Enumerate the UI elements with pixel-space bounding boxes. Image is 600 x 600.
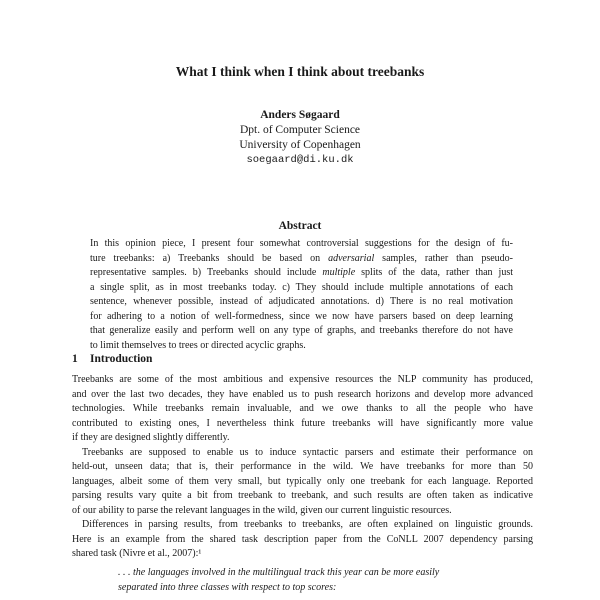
abstract-text: samples, rather than pseudo- xyxy=(374,252,513,264)
author-email[interactable]: soegaard@di.ku.dk xyxy=(246,154,354,166)
abstract-text: representative samples. b) Treebanks should include xyxy=(90,267,323,278)
paragraph-line: languages, albeit some of them very small, but typically only one treebank for each language. Reported xyxy=(72,475,533,487)
quote-line: . . . the languages involved in the multilingual track this year can be more easily xyxy=(118,567,440,578)
abstract-line xyxy=(90,252,513,267)
abstract-line xyxy=(90,281,513,296)
paper-title: What I think when I think about treebanks xyxy=(175,64,425,79)
abstract-text: ture treebanks: a) Treebanks should be based on xyxy=(90,252,329,264)
abstract-text: splits of the data, rather than just xyxy=(355,267,513,278)
paragraph-line: of our ability to parse the relevant languages in the wild, given our current linguistic resources. xyxy=(72,504,452,516)
paragraph-line: Treebanks are some of the most ambitious and expensive resources the NLP community has produced, xyxy=(72,374,533,385)
section-number: 1 xyxy=(72,353,78,365)
paragraph-line: if they are designed slightly differently. xyxy=(72,432,230,443)
abstract-line xyxy=(90,266,513,281)
section-heading xyxy=(72,352,152,366)
paragraph-line: Treebanks are supposed to enable us to induce syntactic parsers and estimate their performance on xyxy=(82,446,533,458)
author-block xyxy=(0,108,600,168)
abstract-text: a single split, as in most treebanks today. c) They should include multiple annotations of each xyxy=(90,281,513,293)
abstract-text: sentence, whenever possible, instead of adjudicated annotations. d) There is no real motivation xyxy=(90,296,513,307)
abstract-body xyxy=(90,237,513,353)
abstract-line xyxy=(90,339,513,354)
paragraph-line: technologies. While treebanks remain invaluable, and we owe thanks to all the people who have xyxy=(72,403,533,414)
quote-line: separated into three classes with respect to top scores: xyxy=(118,581,337,593)
paragraph-line: and over the last two decades, they have enabled us to push research horizons and develop more advanced xyxy=(72,388,533,400)
author-institution: University of Copenhagen xyxy=(239,139,361,151)
block-quote xyxy=(118,566,488,595)
abstract-text: In this opinion piece, I present four somewhat controversial suggestions for the design of fu- xyxy=(90,238,513,249)
abstract-text: to limit themselves to trees or directed acyclic graphs. xyxy=(90,339,306,351)
abstract-emphasis: adversarial xyxy=(328,252,375,264)
paragraph-line: Here is an example from the shared task description paper from the CoNLL 2007 dependency parsing xyxy=(72,533,533,545)
author-name: Anders Søgaard xyxy=(260,109,340,121)
abstract-emphasis: multiple xyxy=(322,267,356,278)
abstract-line xyxy=(90,324,513,339)
abstract-line xyxy=(90,295,513,310)
paragraph-line: Differences in parsing results, from treebanks to treebanks, are often explained on linguistic grounds. xyxy=(82,519,533,530)
introduction-body xyxy=(72,373,533,562)
section-title: Introduction xyxy=(90,353,153,365)
abstract-text: that generalize easily and perform well on any type of graphs, and treebanks therefore do not have xyxy=(90,325,513,336)
abstract-heading: Abstract xyxy=(278,220,322,232)
abstract-line xyxy=(90,237,513,252)
abstract-text: for adhering to a notion of well-formedness, since we now have parsers based on deep learning xyxy=(90,310,513,322)
author-department: Dpt. of Computer Science xyxy=(239,124,361,136)
paragraph-line: parsing results vary quite a bit from treebank to treebank, and such results are often taken as indicative xyxy=(72,490,533,501)
paragraph-line: contributed to existing ones, I nevertheless think future treebanks will have significantly more value xyxy=(72,417,533,429)
abstract-line xyxy=(90,310,513,325)
paragraph-line: held-out, unseen data; that is, their performance in the wild. We have treebanks for more than 50 xyxy=(72,461,533,472)
paragraph-line: shared task (Nivre et al., 2007):¹ xyxy=(72,548,202,559)
